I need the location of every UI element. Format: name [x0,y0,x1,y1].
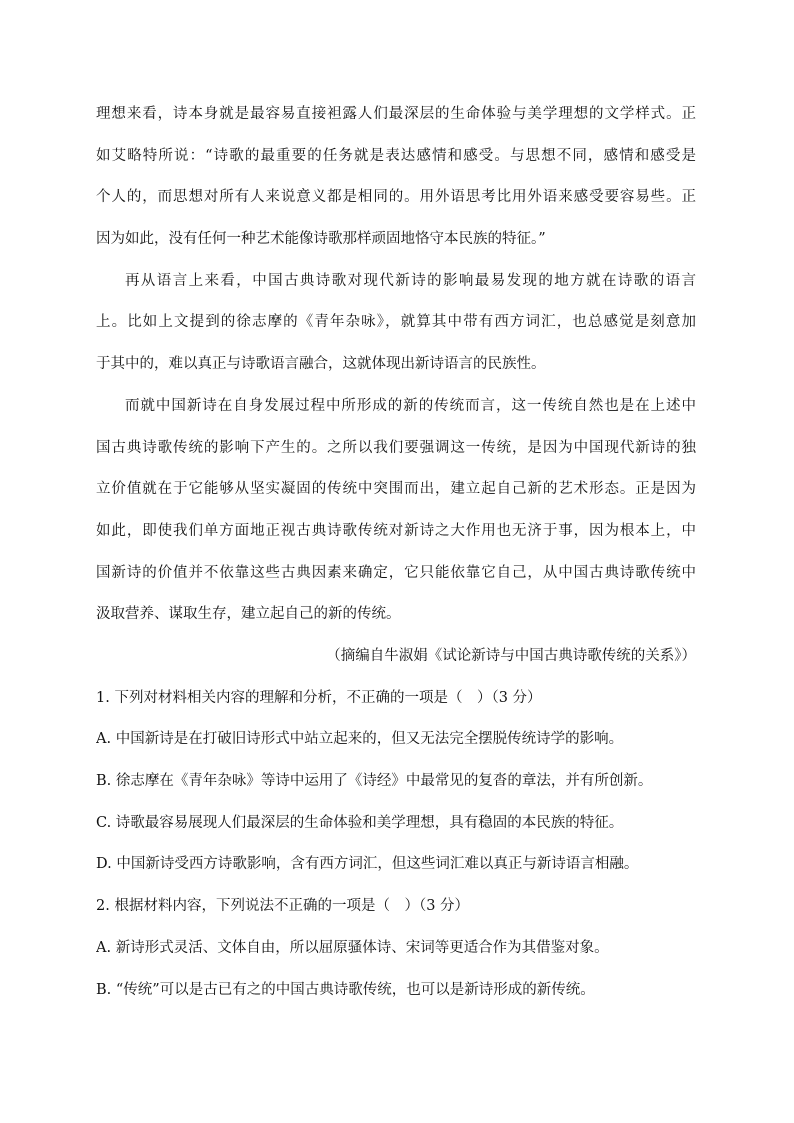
question-1-option-b: B. 徐志摩在《青年杂咏》等诗中运用了《诗经》中最常见的复沓的章法，并有所创新。 [96,773,653,789]
question-1-option-c: C. 诗歌最容易展现人们最深层的生命体验和美学理想，具有稳固的本民族的特征。 [96,815,624,831]
paragraph3-line: 如此，即使我们单方面地正视古典诗歌传统对新诗之大作用也无济于事，因为根本上，中 [96,523,696,539]
question-2-stem: 2. 根据材料内容，下列说法不正确的一项是（ ）（3 分） [96,898,470,914]
question-1-option-d: D. 中国新诗受西方诗歌影响，含有西方词汇，但这些词汇难以真正与新诗语言相融。 [96,856,639,872]
paragraph3-line: 而就中国新诗在自身发展过程中所形成的新的传统而言，这一传统自然也是在上述中 [125,398,696,414]
paragraph3-line: 国新诗的价值并不依靠这些古典因素来确定，它只能依靠它自己，从中国古典诗歌传统中 [96,565,696,581]
paragraph2-line: 再从语言上来看，中国古典诗歌对现代新诗的影响最易发现的地方就在诗歌的语言 [125,273,696,289]
question-1-stem: 1. 下列对材料相关内容的理解和分析，不正确的一项是（ ）（3 分） [96,690,542,706]
paragraph3-line: 国古典诗歌传统的影响下产生的。之所以我们要强调这一传统，是因为中国现代新诗的独 [96,440,696,456]
paragraph1-line: 理想来看，诗本身就是最容易直接袒露人们最深层的生命体验与美学理想的文学样式。正 [96,106,696,122]
paragraph3-line: 汲取营养、谋取生存，建立起自己的新的传统。 [96,606,401,622]
paragraph1-line: 如艾略特所说：“诗歌的最重要的任务就是表达感情和感受。与思想不同，感情和感受是 [96,148,696,164]
paragraph2-line: 于其中的，难以真正与诗歌语言融合，这就体现出新诗语言的民族性。 [96,356,546,372]
question-2-option-a: A. 新诗形式灵活、文体自由，所以屈原骚体诗、宋词等更适合作为其借鉴对象。 [96,940,609,956]
source-citation: （摘编自牛淑娟《试论新诗与中国古典诗歌传统的关系》） [326,648,696,664]
question-2-option-b: B. “传统”可以是古已有之的中国古典诗歌传统，也可以是新诗形成的新传统。 [96,982,595,998]
question-1-option-a: A. 中国新诗是在打破旧诗形式中站立起来的，但又无法完全摆脱传统诗学的影响。 [96,731,624,747]
paragraph2-line: 上。比如上文提到的徐志摩的《青年杂咏》，就算其中带有西方词汇，也总感觉是刻意加 [96,314,696,330]
paragraph1-line: 因为如此，没有任何一种艺术能像诗歌那样顽固地恪守本民族的特征。” [96,231,546,247]
paragraph3-line: 立价值就在于它能够从坚实凝固的传统中突围而出，建立起自己新的艺术形态。正是因为 [96,481,696,497]
paragraph1-line: 个人的，而思想对所有人来说意义都是相同的。用外语思考比用外语来感受要容易些。正 [96,189,696,205]
